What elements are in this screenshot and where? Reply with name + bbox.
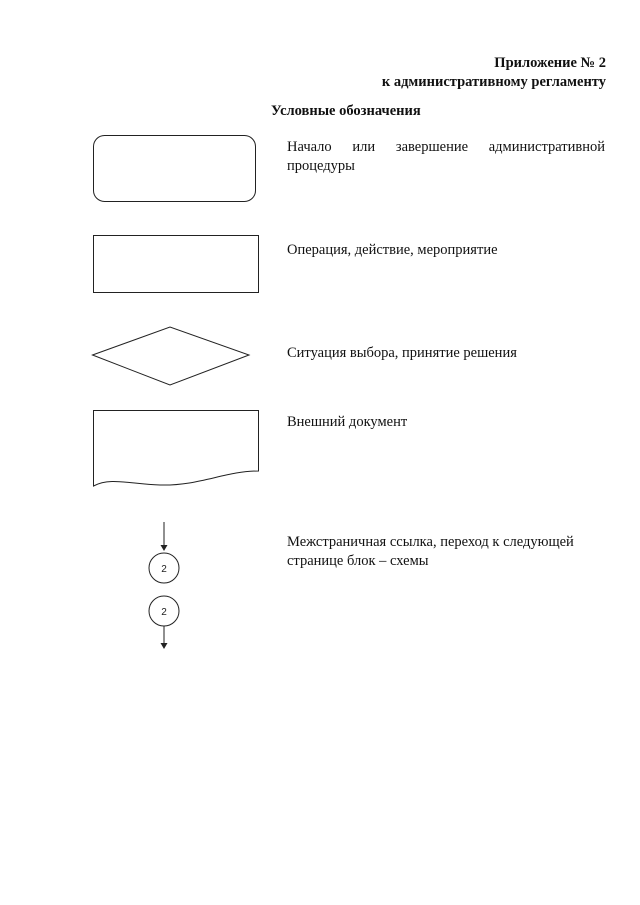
appendix-title <box>382 54 606 92</box>
connector-description: Межстраничная ссылка, переход к следующей странице блок – схемы <box>287 534 574 569</box>
process-description: Операция, действие, мероприятие <box>287 242 498 258</box>
connector-label: 2 <box>161 564 167 575</box>
appendix-number: Приложение № 2 <box>494 55 606 71</box>
off-page-connector-symbol <box>144 520 186 654</box>
decision-description: Ситуация выбора, принятие решения <box>287 345 517 361</box>
connector-label: 2 <box>161 607 167 618</box>
document-symbol <box>90 407 262 491</box>
legend-heading: Условные обозначения <box>271 103 421 119</box>
arrowhead-icon <box>161 643 168 649</box>
document-description: Внешний документ <box>287 414 408 430</box>
terminator-description: Начало или завершение административной процедуры <box>287 139 605 174</box>
decision-symbol <box>90 324 254 390</box>
arrowhead-icon <box>161 545 168 551</box>
terminator-symbol <box>90 132 260 206</box>
process-symbol <box>90 232 262 296</box>
connector-in <box>149 522 179 583</box>
appendix-reference: к административному регламенту <box>381 74 606 90</box>
connector-out <box>149 596 179 649</box>
